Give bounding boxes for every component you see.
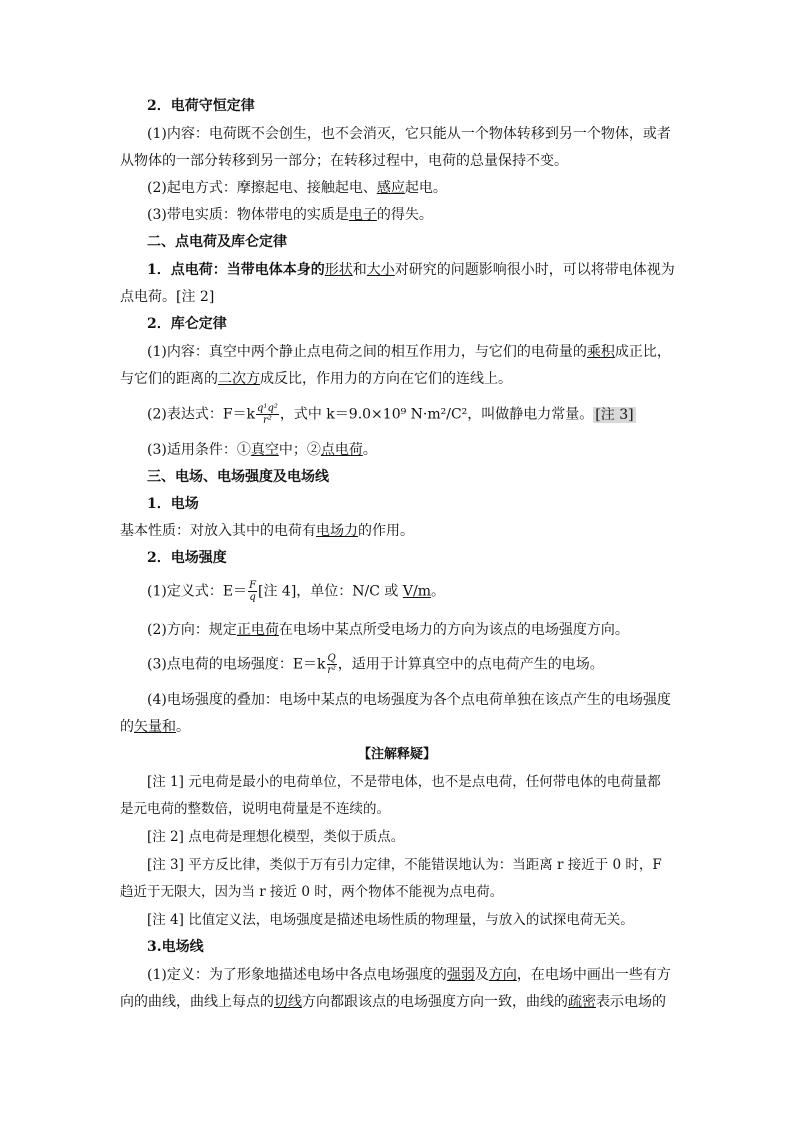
text: 的作用。: [358, 523, 414, 539]
underlined-term: 形状: [324, 262, 353, 278]
text: 对研究的问题影响很小时，可以将带电体视为: [394, 262, 675, 278]
text: 中；②: [278, 442, 321, 458]
heading-charge-conservation: 2．电荷守恒定律: [147, 98, 255, 114]
text: (1)内容：电荷既不会创生，也不会消灭，它只能从一个物体转移到另一个物体，或者: [147, 126, 671, 142]
underlined-term: 疏密: [568, 994, 596, 1010]
note-4: [注 4] 比值定义法，电场强度是描述电场性质的物理量，与放入的试探电荷无关。: [147, 912, 634, 928]
text: 与它们的距离的: [120, 371, 218, 387]
underlined-term: 切线: [274, 994, 302, 1010]
paragraph-intensity-direction: [147, 620, 629, 640]
text: (1)内容：真空中两个静止点电荷之间的相互作用力，与它们的电荷量的: [147, 344, 587, 360]
heading-field-lines: 3.电场线: [147, 939, 204, 955]
text: 表示电场的: [596, 994, 666, 1010]
text: 成正比，: [614, 344, 671, 360]
underlined-term: 正电荷: [236, 622, 279, 638]
paragraph-superposition-cont: [120, 717, 190, 737]
text: (1)定义式：E＝: [147, 583, 248, 600]
text: ，在电场中画出一些有方: [516, 967, 671, 983]
paragraph-charging-methods: [147, 178, 447, 198]
text: 向的曲线，曲线上每点的: [120, 994, 274, 1010]
underlined-term: 感应: [376, 180, 405, 196]
paragraph-conservation-content-cont: [120, 151, 568, 171]
note-3: [注 3] 平方反比律，类似于万有引力定律，不能错误地认为：当距离 r 接近于 0 时，F: [147, 857, 662, 873]
note-2: [注 2] 点电荷是理想化模型，类似于质点。: [147, 829, 405, 845]
note-reference: [注 3]: [595, 406, 634, 423]
underlined-term: V/m: [402, 583, 431, 600]
underlined-term: 乘积: [586, 344, 615, 360]
text: 和: [352, 262, 367, 278]
text: (3)点电荷的电场强度：E＝k: [147, 656, 326, 673]
formula-fraction: [248, 580, 257, 603]
underlined-term: 二次方: [218, 371, 260, 387]
paragraph-conservation-content: [147, 124, 671, 144]
paragraph-field-property: [120, 521, 414, 541]
text: 方向都跟该点的电场强度方向一致，曲线的: [302, 994, 568, 1010]
text: [注 4]，单位：N/C 或: [258, 583, 403, 600]
underlined-term: 真空: [250, 442, 279, 458]
text: 的得失。: [376, 207, 433, 223]
text: 起电。: [404, 180, 447, 196]
underlined-term: 电子: [348, 207, 377, 223]
heading-coulomb-law: 2．库仑定律: [147, 316, 227, 332]
paragraph-field-lines-definition: [147, 965, 671, 985]
text: 1．点电荷：当带电体本身的: [147, 262, 325, 278]
denominator: r²: [327, 665, 337, 676]
heading-electric-field: 1．电场: [147, 496, 199, 512]
underlined-term: 电场力: [316, 523, 358, 539]
text: 从物体的一部分转移到另一部分；在转移过程中，电荷的总量保持不变。: [120, 153, 568, 169]
text: 基本性质：对放入其中的电荷有: [120, 523, 316, 539]
paragraph-coulomb-content: [147, 342, 671, 362]
paragraph-coulomb-conditions: [147, 440, 377, 460]
text: (3)带电实质：物体带电的实质是: [147, 207, 349, 223]
heading-field-intensity: 2．电场强度: [147, 550, 227, 566]
denominator: r²: [263, 415, 272, 426]
heading-section-two: 二、点电荷及库仑定律: [147, 234, 287, 250]
underlined-term: 大小: [366, 262, 395, 278]
numerator: q¹q²: [257, 403, 278, 414]
note-1: [注 1] 元电荷是最小的电荷单位，不是带电体，也不是点电荷，任何带电体的电荷量都: [147, 774, 661, 790]
text: (2)起电方式：摩擦起电、接触起电、: [147, 180, 377, 196]
formula-fraction: [256, 403, 279, 426]
numerator: F: [249, 580, 257, 591]
text: (2)表达式：F＝k: [147, 406, 256, 423]
paragraph-coulomb-formula: [147, 403, 636, 426]
paragraph-intensity-definition: [147, 580, 445, 603]
text: (2)方向：规定: [147, 622, 237, 638]
paragraph-point-charge-cont: 点电荷。[注 2]: [120, 289, 215, 305]
text: (1)定义：为了形象地描述电场中各点电场强度的: [147, 967, 447, 983]
text: 。: [431, 583, 445, 600]
text: 。: [176, 719, 190, 735]
paragraph-point-charge-intensity: [147, 653, 604, 676]
paragraph-charging-essence: [147, 205, 433, 225]
text: 成反比，作用力的方向在它们的连线上。: [260, 371, 512, 387]
note-1-cont: 是元电荷的整数倍，说明电荷量是不连续的。: [120, 801, 390, 817]
text: 。: [362, 442, 377, 458]
notes-title: 【注解释疑】: [357, 747, 436, 762]
text: (3)适用条件：①: [147, 442, 251, 458]
paragraph-coulomb-content-cont: [120, 369, 512, 389]
text: 在电场中某点所受电场力的方向为该点的电场强度方向。: [278, 622, 629, 638]
note-3-cont: 趋近于无限大，因为当 r 接近 0 时，两个物体不能视为点电荷。: [120, 884, 504, 900]
paragraph-superposition: [147, 690, 671, 710]
text: 的: [120, 719, 134, 735]
paragraph-point-charge: [147, 260, 675, 280]
underlined-term: 方向: [488, 967, 517, 983]
underlined-term: 矢量和: [134, 719, 176, 735]
paragraph-field-lines-definition-cont: [120, 992, 666, 1012]
text: ，适用于计算真空中的点电荷产生的电场。: [337, 656, 604, 673]
underlined-term: 点电荷: [320, 442, 363, 458]
numerator: Q: [327, 653, 336, 664]
formula-fraction: [327, 653, 337, 676]
underlined-term: 强弱: [446, 967, 475, 983]
text: (4)电场强度的叠加：电场中某点的电场强度为各个点电荷单独在该点产生的电场强度: [147, 692, 671, 708]
denominator: q: [249, 592, 256, 603]
text: 及: [474, 967, 489, 983]
text: ，式中 k＝9.0×10⁹ N·m²/C²，叫做静电力常量。: [279, 406, 594, 423]
heading-section-three: 三、电场、电场强度及电场线: [147, 469, 329, 485]
